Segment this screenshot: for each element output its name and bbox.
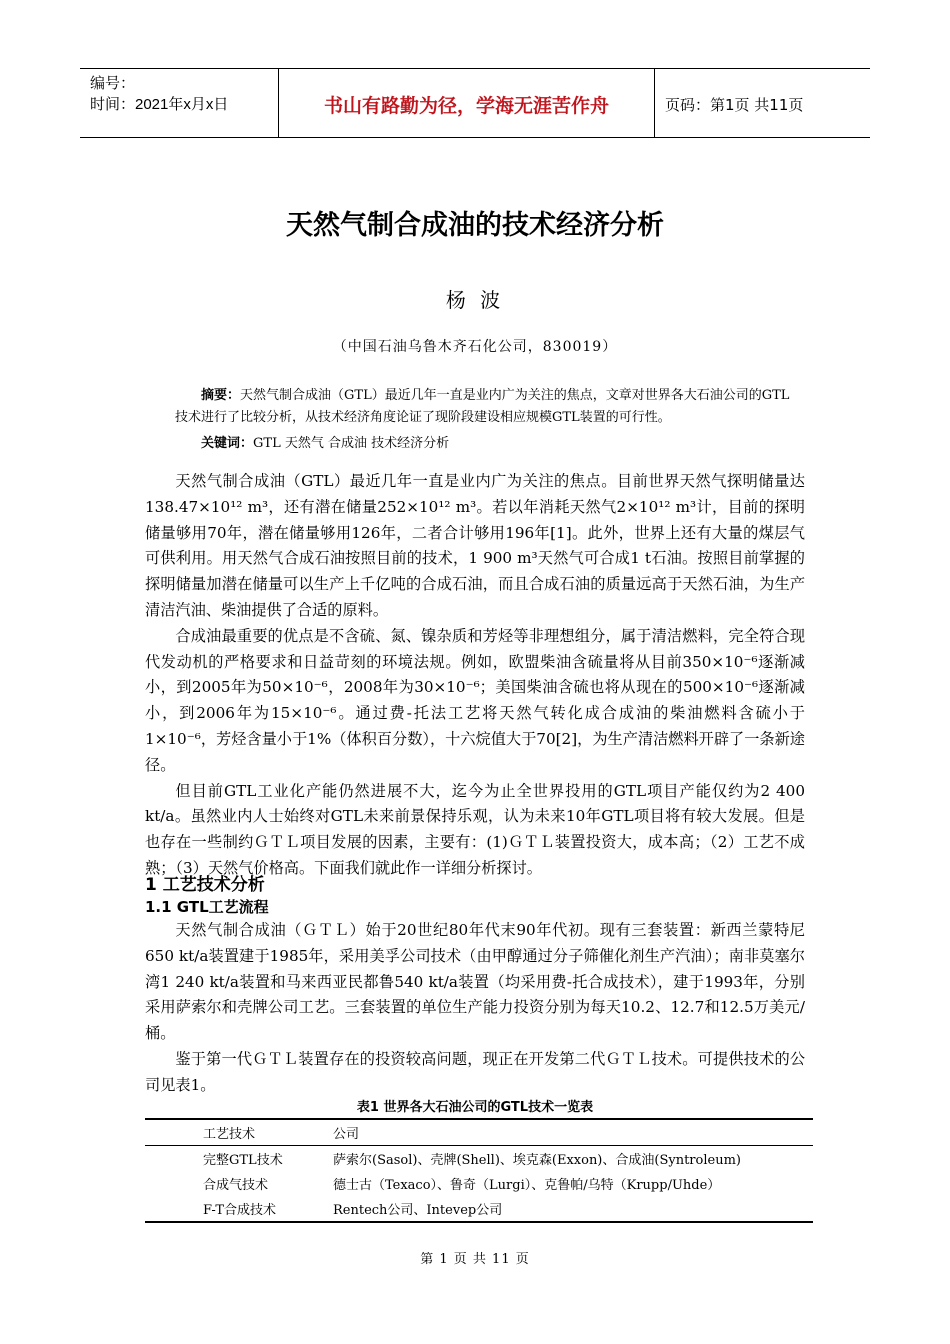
table-caption: 表1 世界各大石油公司的GTL技术一览表 [356, 1100, 594, 1115]
table-cell: 合成气技术 [203, 1178, 269, 1193]
article-author: 杨 波 [445, 288, 505, 312]
keywords [175, 433, 795, 455]
table-row [145, 1146, 813, 1172]
header-meta-cell [80, 69, 279, 137]
column-header: 工艺技术 [203, 1127, 256, 1142]
motto-text: 书山有路勤为径，学海无涯苦作舟 [323, 95, 609, 117]
page-footer: 第 1 页 共 11 页 [420, 1252, 530, 1267]
section-heading: 1 工艺技术分析 [145, 875, 265, 895]
intro-body [145, 469, 805, 882]
table-header-row [145, 1119, 813, 1146]
article-title: 天然气制合成油的技术经济分析 [286, 210, 664, 241]
abstract-text: 天然气制合成油（GTL）最近几年一直是业内广为关注的焦点，文章对世界各大石油公司的GTL技术进行了比较分析，从技术经济角度论证了现阶段建设相应规模GTL装置的可行性。 [175, 388, 790, 425]
header-motto-cell [279, 69, 655, 137]
page-header [80, 68, 870, 138]
document-time-label: 时间：2021年x月x日 [90, 96, 229, 113]
paragraph: 鉴于第一代ＧＴＬ装置存在的投资较高问题，现正在开发第二代ＧＴＬ技术。可提供技术的公司见表1。 [145, 1049, 805, 1094]
paragraph: 天然气制合成油（ＧＴＬ）始于20世纪80年代末90年代初。现有三套装置：新西兰蒙特尼650 kt/a装置建于1985年，采用美孚公司技术（由甲醇通过分子筛催化剂生产汽油）；南非莫塞尔湾1 240 kt/a装置和马来西亚民都鲁540 kt/a装置（均采用费-托合成技术），建于1993年，分别采用萨索尔和壳牌公司工艺。三套装置的单位生产能力投资分别为每天10.2、12.7和12.5万美元/桶。 [145, 921, 805, 1043]
paragraph: 天然气制合成油（GTL）最近几年一直是业内广为关注的焦点。目前世界天然气探明储量达138.47×10¹² m³，还有潜在储量252×10¹² m³。若以年消耗天然气2×10¹² m³计，目前的探明储量够用70年，潜在储量够用126年，二者合计够用196年[1]。此外，世界上还有大量的煤层气可供利用。用天然气合成石油按照目前的技术，1 900 m³天然气可合成1 t石油。按照目前掌握的探明储量加潜在储量可以生产上千亿吨的合成石油，而且合成石油的质量远高于天然石油，为生产清洁汽油、柴油提供了合适的原料。 [145, 472, 805, 619]
document-number-label: 编号： [90, 75, 136, 92]
paragraph: 但目前GTL工业化产能仍然进展不大，迄今为止全世界投用的GTL项目产能仅约为2 400 kt/a。虽然业内人士始终对GTL未来前景保持乐观，认为未来10年GTL项目将有较大发展。但是也存在一些制约ＧＴＬ项目发展的因素，主要有：(1)ＧＴＬ装置投资大，成本高；（2）工艺不成熟；（3）天然气价格高。下面我们就此作一详细分析探讨。 [145, 781, 805, 877]
table-cell: 萨索尔(Sasol)、壳牌(Shell)、埃克森(Exxon)、合成油(Syntroleum) [333, 1153, 741, 1168]
technology-table [145, 1118, 813, 1223]
page-number-label: 页码：第1页 共11页 [665, 96, 804, 114]
table-row [145, 1171, 813, 1196]
keywords-label: 关键词： [201, 436, 254, 451]
section-body [145, 918, 805, 1099]
column-header: 公司 [333, 1127, 360, 1142]
header-page-cell [655, 69, 870, 137]
author-affiliation: （中国石油乌鲁木齐石化公司，830019） [332, 339, 618, 355]
paragraph: 合成油最重要的优点是不含硫、氮、镍杂质和芳烃等非理想组分，属于清洁燃料，完全符合现代发动机的严格要求和日益苛刻的环境法规。例如，欧盟柴油含硫量将从目前350×10⁻⁶逐渐减小，到2005年为50×10⁻⁶，2008年为30×10⁻⁶；美国柴油含硫也将从现在的500×10⁻⁶逐渐减小，到2006年为15×10⁻⁶。通过费-托法工艺将天然气转化成合成油的柴油燃料含硫小于1×10⁻⁶，芳烃含量小于1%（体积百分数），十六烷值大于70[2]，为生产清洁燃料开辟了一条新途径。 [145, 626, 805, 774]
keywords-text: GTL 天然气 合成油 技术经济分析 [253, 436, 450, 451]
table-cell: 德士古（Texaco）、鲁奇（Lurgi）、克鲁帕/乌特（Krupp/Uhde） [333, 1178, 721, 1193]
abstract [175, 385, 795, 429]
abstract-label: 摘要： [201, 388, 241, 403]
table-row [145, 1196, 813, 1222]
table-cell: F-T合成技术 [203, 1203, 277, 1218]
table-cell: 完整GTL技术 [203, 1153, 283, 1168]
subsection-heading: 1.1 GTL工艺流程 [145, 898, 269, 916]
table-cell: Rentech公司、Intevep公司 [333, 1203, 503, 1218]
